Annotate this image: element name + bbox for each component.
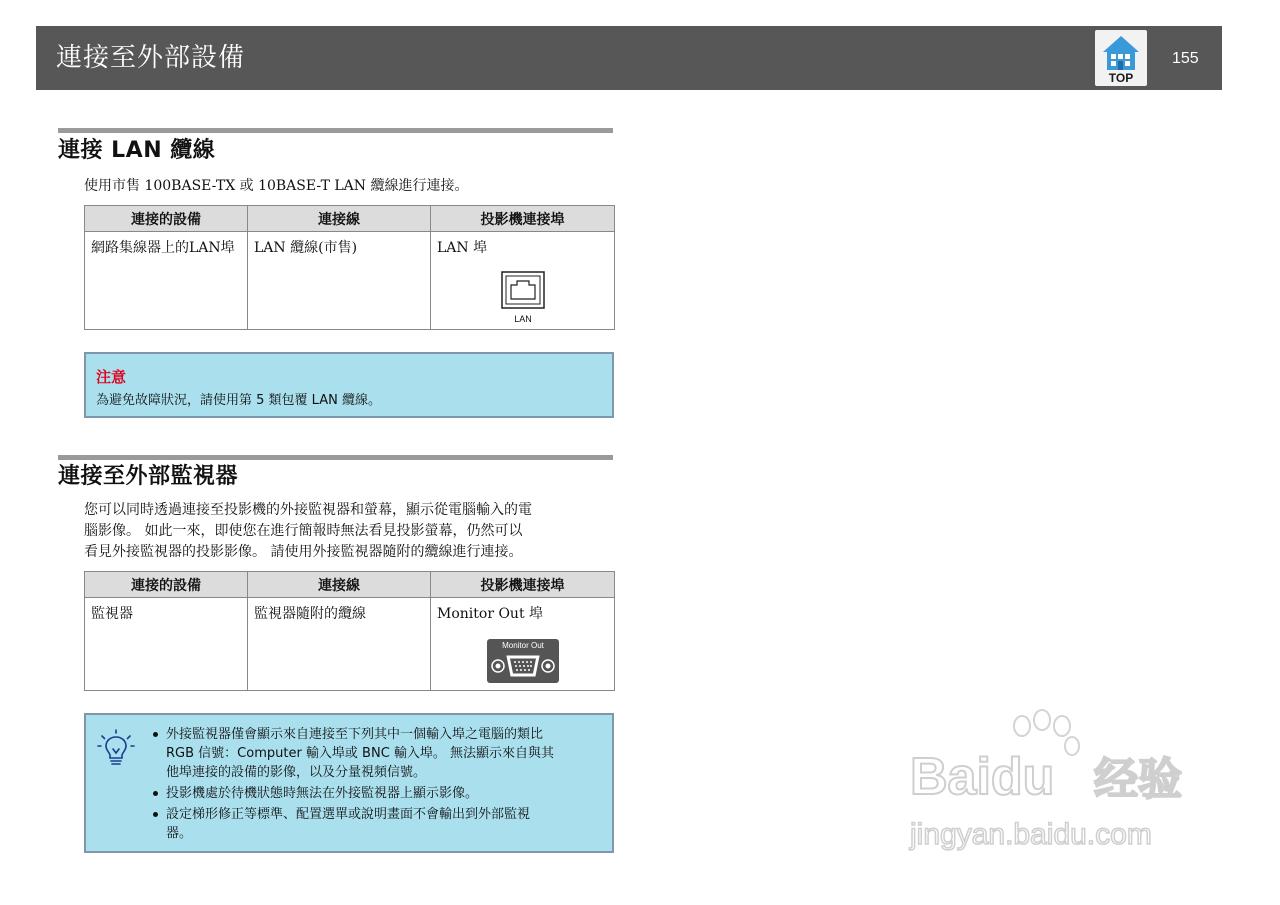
notice-text: 為避免故障狀況，請使用第 5 類包覆 LAN 纜線。: [96, 393, 381, 408]
lan-connection-table: [84, 205, 615, 330]
watermark-brand: Baidu: [910, 748, 1055, 806]
table-header: 連接的設備: [85, 206, 248, 232]
table-cell: [431, 598, 615, 691]
notice-box: [84, 352, 614, 418]
tip-line: 器。: [166, 826, 193, 841]
table-header: 投影機連接埠: [431, 206, 615, 232]
table-cell: [431, 232, 615, 330]
tip-line: 他埠連接的設備的影像，以及分量視頻信號。: [166, 765, 427, 780]
section-rule: [58, 128, 613, 133]
watermark-url: jingyan.baidu.com: [910, 818, 1152, 851]
table-cell: 網路集線器上的LAN埠: [85, 232, 248, 330]
table-row: [85, 232, 615, 330]
table-header: 連接線: [248, 572, 431, 598]
lightbulb-icon: [96, 729, 136, 769]
monitor-out-port-label: Monitor Out: [502, 641, 544, 650]
tip-line: RGB 信號：Computer 輸入埠或 BNC 輸入埠。 無法顯示來自與其: [166, 746, 555, 761]
intro-line: 您可以同時透過連接至投影機的外接監視器和螢幕，顯示從電腦輸入的電: [84, 502, 532, 518]
monitor-out-port-figure: [487, 639, 559, 683]
port-name: Monitor Out 埠: [437, 606, 544, 622]
top-label: TOP: [1108, 71, 1134, 85]
table-header: 投影機連接埠: [431, 572, 615, 598]
page-header: [36, 26, 1222, 90]
table-cell: 監視器隨附的纜線: [248, 598, 431, 691]
watermark-brand-cn: 经验: [1094, 754, 1182, 805]
tip-box: [84, 713, 614, 853]
intro-line: 腦影像。 如此一來，即使您在進行簡報時無法看見投影螢幕，仍然可以: [84, 523, 523, 539]
tip-list: [152, 725, 602, 845]
list-item: [152, 805, 602, 843]
monitor-intro: [84, 500, 614, 563]
section-title-monitor: 連接至外部監視器: [58, 464, 239, 489]
monitor-connection-table: [84, 571, 615, 691]
table-cell: LAN 纜線(市售): [248, 232, 431, 330]
port-name: LAN 埠: [437, 240, 488, 256]
page-number: 155: [1172, 50, 1199, 67]
intro-line: 看見外接監視器的投影影像。 請使用外接監視器隨附的纜線進行連接。: [84, 544, 523, 560]
lan-intro: 使用市售 100BASE-TX 或 10BASE-T LAN 纜線進行連接。: [84, 178, 469, 194]
table-row: [85, 598, 615, 691]
baidu-watermark: [906, 708, 1206, 858]
table-cell: 監視器: [85, 598, 248, 691]
list-item: [152, 725, 602, 782]
table-header: 連接線: [248, 206, 431, 232]
table-header: 連接的設備: [85, 572, 248, 598]
list-item: [152, 784, 602, 803]
lan-port-label: LAN: [514, 314, 532, 324]
tip-line: 投影機處於待機狀態時無法在外接監視器上顯示影像。: [166, 786, 479, 801]
notice-title: 注意: [96, 368, 127, 386]
section-title-lan: 連接 LAN 纜線: [58, 138, 216, 163]
top-button[interactable]: [1095, 30, 1147, 86]
page-title: 連接至外部設備: [56, 43, 246, 73]
tip-line: 外接監視器僅會顯示來自連接至下列其中一個輸入埠之電腦的類比: [166, 727, 544, 742]
lan-port-figure: [501, 271, 545, 324]
lan-port-icon: [501, 271, 545, 309]
tip-line: 設定梯形修正等標準、配置選單或說明畫面不會輸出到外部監視: [166, 807, 531, 822]
section-rule: [58, 455, 613, 460]
